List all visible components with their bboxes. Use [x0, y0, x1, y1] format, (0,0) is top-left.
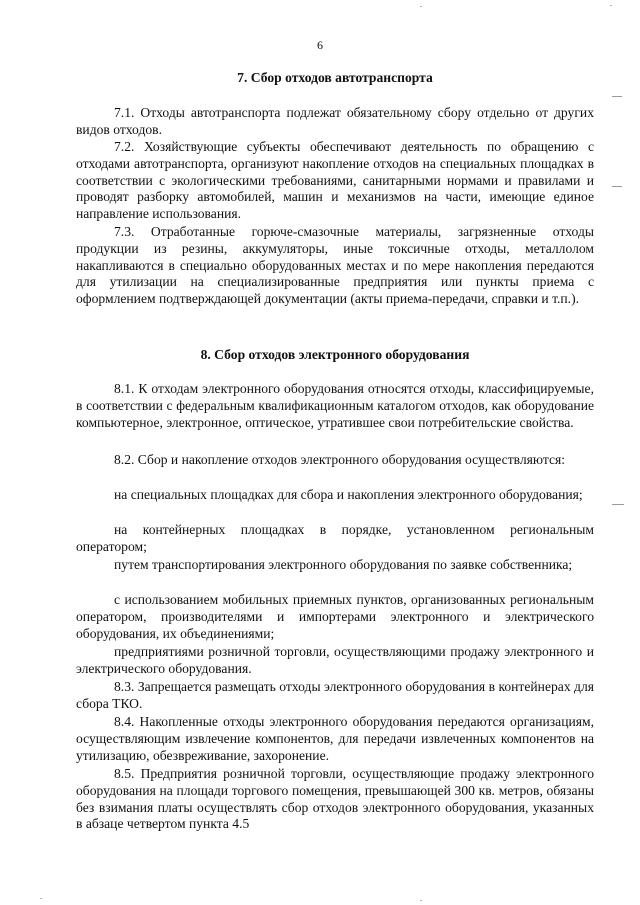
scan-artifact — [420, 6, 422, 7]
list-item-special-sites: на специальных площадках для сбора и накопления электронного оборудования; — [114, 487, 583, 502]
paragraph-8-5: 8.5. Предприятия розничной торговли, осуществляющие продажу электронного оборудования на площади торгового помещения, превышающей 300 кв. метров, обязаны без взимания платы осуществлять сбор отходов электронного оборудования, указанных в абзаце четвертом пункта 4.5 — [76, 766, 594, 832]
section-7-heading: 7. Сбор отходов автотранспорта — [237, 70, 433, 85]
list-item-retail: предприятиями розничной торговли, осуществляющими продажу электронного и электрического оборудования. — [76, 644, 594, 676]
scan-artifact — [40, 898, 42, 899]
page-number: 6 — [317, 38, 323, 52]
list-item-transport: путем транспортирования электронного оборудования по заявке собственника; — [114, 557, 573, 572]
paragraph-8-3: 8.3. Запрещается размещать отходы электронного оборудования в контейнерах для сбора ТКО. — [76, 679, 594, 711]
paragraph-8-1: 8.1. К отходам электронного оборудования относятся отходы, классифицируемые, в соответствии с федеральным квалификационным каталогом отходов, как оборудование компьютерное, электронное, оптическое, утратившее свои потребительские свойства. — [76, 381, 594, 430]
paragraph-8-4: 8.4. Накопленные отходы электронного оборудования передаются организациям, осуществляющим извлечение компонентов, для передачи извлеченных компонентов на утилизацию, обезвреживание, захоронение. — [76, 714, 594, 763]
scan-artifact — [612, 186, 622, 187]
scan-artifact — [612, 504, 624, 505]
list-item-mobile-points: с использованием мобильных приемных пунктов, организованных региональным оператором, производителями и импортерами электронного и электрического оборудования, их объединениями; — [76, 592, 594, 641]
scan-artifact — [420, 900, 422, 901]
section-8-heading: 8. Сбор отходов электронного оборудования — [200, 347, 470, 362]
paragraph-7-2: 7.2. Хозяйствующие субъекты обеспечивают деятельность по обращению с отходами автотранспорта, организуют накопление отходов на специальных площадках в соответствии с экологическими требованиями, санитарными нормами и правилами и проводят разборку автомобилей, машин и механизмов на части, имеющие единое направление использования. — [76, 139, 594, 222]
paragraph-8-2: 8.2. Сбор и накопление отходов электронного оборудования осуществляются: — [114, 452, 566, 467]
paragraph-7-3: 7.3. Отработанные горюче-смазочные материалы, загрязненные отходы продукции из резины, аккумуляторы, иные токсичные отходы, металлолом накапливаются в специально оборудованных местах и по мере накопления передаются для утилизации на специализированные предприятия или пункты приема с оформлением подтверждающей документации (акты приема-передачи, справки и т.п.). — [76, 224, 594, 307]
paragraph-7-1: 7.1. Отходы автотранспорта подлежат обязательному сбору отдельно от других видов отходов. — [76, 105, 594, 137]
scan-artifact — [612, 96, 622, 97]
list-item-container-sites: на контейнерных площадках в порядке, установленном региональным оператором; — [76, 522, 594, 554]
scan-artifact — [610, 5, 612, 6]
